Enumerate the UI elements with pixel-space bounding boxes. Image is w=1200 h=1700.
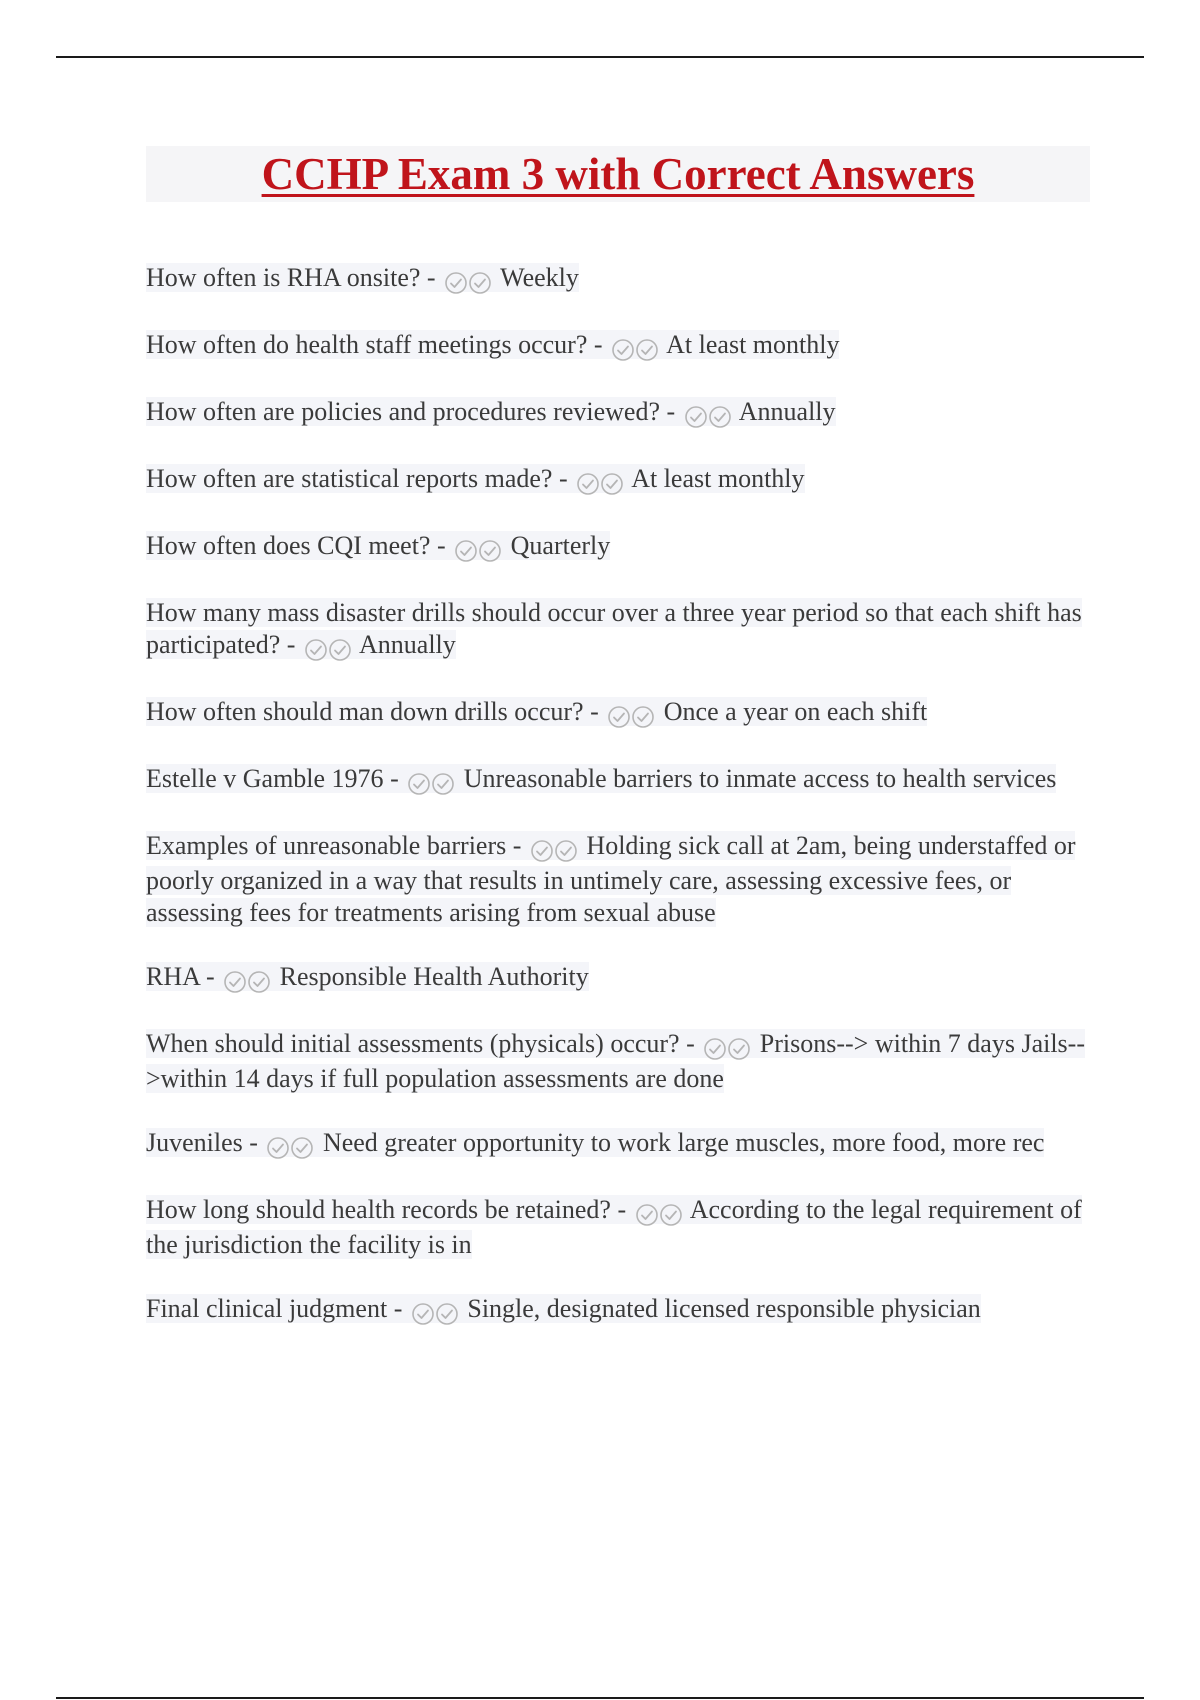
separator: - [583, 697, 606, 726]
double-check-circle-icon [407, 766, 455, 798]
double-check-circle-icon [635, 1197, 683, 1229]
separator: - [420, 263, 443, 292]
check-circle-icon [478, 539, 502, 563]
check-circle-icon [266, 1136, 290, 1160]
separator: - [587, 330, 610, 359]
answer-text: Once a year on each shift [663, 697, 928, 726]
separator: - [280, 630, 302, 659]
question-text: How often are policies and procedures reviewed? [146, 397, 660, 426]
question-text: How often does CQI meet? [146, 531, 431, 560]
qa-text [146, 598, 1082, 659]
double-check-circle-icon [411, 1296, 459, 1328]
check-circle-icon [684, 405, 708, 429]
separator: - [430, 531, 453, 560]
check-circle-icon [468, 271, 492, 295]
check-circle-icon [454, 539, 478, 563]
qa-text [146, 531, 610, 560]
qa-text [146, 697, 927, 726]
check-circle-icon [727, 1037, 751, 1061]
title-band [146, 146, 1090, 202]
answer-text: According to the legal requirement of the jurisdiction the facility is in [146, 1195, 1082, 1259]
separator: - [610, 1195, 633, 1224]
answer-text: Annually [738, 397, 836, 426]
check-circle-icon [444, 271, 468, 295]
check-circle-icon [703, 1037, 727, 1061]
question-text: Final clinical judgment [146, 1294, 388, 1323]
qa-item [146, 329, 1091, 364]
check-circle-icon [435, 1302, 459, 1326]
qa-text [146, 831, 1075, 927]
check-circle-icon [631, 705, 655, 729]
qa-item [146, 463, 1091, 498]
double-check-circle-icon [444, 265, 492, 297]
separator: - [199, 962, 222, 991]
check-circle-icon [576, 472, 600, 496]
qa-item [146, 262, 1091, 297]
answer-text: Prisons--> within 7 days Jails-->within 14 days if full population assessments are done [146, 1029, 1085, 1093]
qa-text [146, 330, 839, 359]
check-circle-icon [407, 772, 431, 796]
double-check-circle-icon [703, 1031, 751, 1063]
answer-text: Quarterly [510, 531, 611, 560]
qa-item [146, 597, 1091, 664]
answer-text: Annually [359, 630, 456, 659]
answer-text: Weekly [500, 263, 579, 292]
qa-text [146, 1029, 1085, 1093]
question-text: How often are statistical reports made? [146, 464, 553, 493]
check-circle-icon [328, 638, 352, 662]
qa-text [146, 1294, 981, 1323]
qa-item [146, 961, 1091, 996]
check-circle-icon [554, 839, 578, 863]
check-circle-icon [600, 472, 624, 496]
qa-item [146, 530, 1091, 565]
qa-item [146, 830, 1091, 929]
double-check-circle-icon [576, 466, 624, 498]
qa-text [146, 263, 579, 292]
qa-item [146, 763, 1091, 798]
separator: - [679, 1029, 702, 1058]
qa-text [146, 1195, 1082, 1259]
top-rule [56, 56, 1144, 58]
check-circle-icon [611, 338, 635, 362]
qa-item [146, 1127, 1091, 1162]
answer-text: Need greater opportunity to work large muscles, more food, more rec [322, 1128, 1045, 1157]
answer-text: Responsible Health Authority [279, 962, 589, 991]
separator: - [506, 831, 528, 860]
separator: - [552, 464, 575, 493]
separator: - [387, 1294, 409, 1323]
check-circle-icon [411, 1302, 435, 1326]
double-check-circle-icon [684, 399, 732, 431]
qa-text [146, 397, 836, 426]
qa-item [146, 1293, 1091, 1328]
check-circle-icon [530, 839, 554, 863]
qa-item [146, 1194, 1091, 1261]
double-check-circle-icon [530, 833, 578, 865]
qa-text [146, 1128, 1044, 1157]
answer-text: Unreasonable barriers to inmate access to health services [463, 764, 1057, 793]
answer-text: At least monthly [666, 330, 840, 359]
double-check-circle-icon [304, 632, 352, 664]
check-circle-icon [431, 772, 455, 796]
question-text: How often do health staff meetings occur? [146, 330, 588, 359]
qa-text [146, 962, 589, 991]
separator: - [242, 1128, 265, 1157]
answer-text: Holding sick call at 2am, being understaffed or poorly organized in a way that results in untimely care, assessing excessive fees, or assessing fees for treatments arising from sexual abuse [146, 831, 1076, 927]
answer-text: Single, designated licensed responsible physician [467, 1294, 981, 1323]
question-text: RHA [146, 962, 200, 991]
question-text: Estelle v Gamble 1976 [146, 764, 384, 793]
double-check-circle-icon [266, 1130, 314, 1162]
question-text: When should initial assessments (physicals) occur? [146, 1029, 680, 1058]
question-text: How often should man down drills occur? [146, 697, 584, 726]
check-circle-icon [607, 705, 631, 729]
check-circle-icon [635, 338, 659, 362]
double-check-circle-icon [607, 699, 655, 731]
check-circle-icon [223, 970, 247, 994]
qa-text [146, 464, 805, 493]
qa-item [146, 396, 1091, 431]
question-text: How often is RHA onsite? [146, 263, 421, 292]
check-circle-icon [635, 1203, 659, 1227]
check-circle-icon [304, 638, 328, 662]
double-check-circle-icon [611, 332, 659, 364]
check-circle-icon [290, 1136, 314, 1160]
double-check-circle-icon [454, 533, 502, 565]
qa-list [146, 262, 1091, 1360]
qa-item [146, 696, 1091, 731]
qa-text [146, 764, 1056, 793]
question-text: How many mass disaster drills should occur over a three year period so that each shift has participated? [146, 598, 1082, 659]
check-circle-icon [708, 405, 732, 429]
question-text: Examples of unreasonable barriers [146, 831, 507, 860]
question-text: Juveniles [146, 1128, 243, 1157]
separator: - [660, 397, 682, 426]
answer-text: At least monthly [631, 464, 805, 493]
question-text: How long should health records be retained? [146, 1195, 611, 1224]
check-circle-icon [247, 970, 271, 994]
document-title: CCHP Exam 3 with Correct Answers [261, 149, 975, 199]
check-circle-icon [659, 1203, 683, 1227]
double-check-circle-icon [223, 964, 271, 996]
separator: - [383, 764, 406, 793]
bottom-rule [56, 1697, 1144, 1699]
qa-item [146, 1028, 1091, 1095]
